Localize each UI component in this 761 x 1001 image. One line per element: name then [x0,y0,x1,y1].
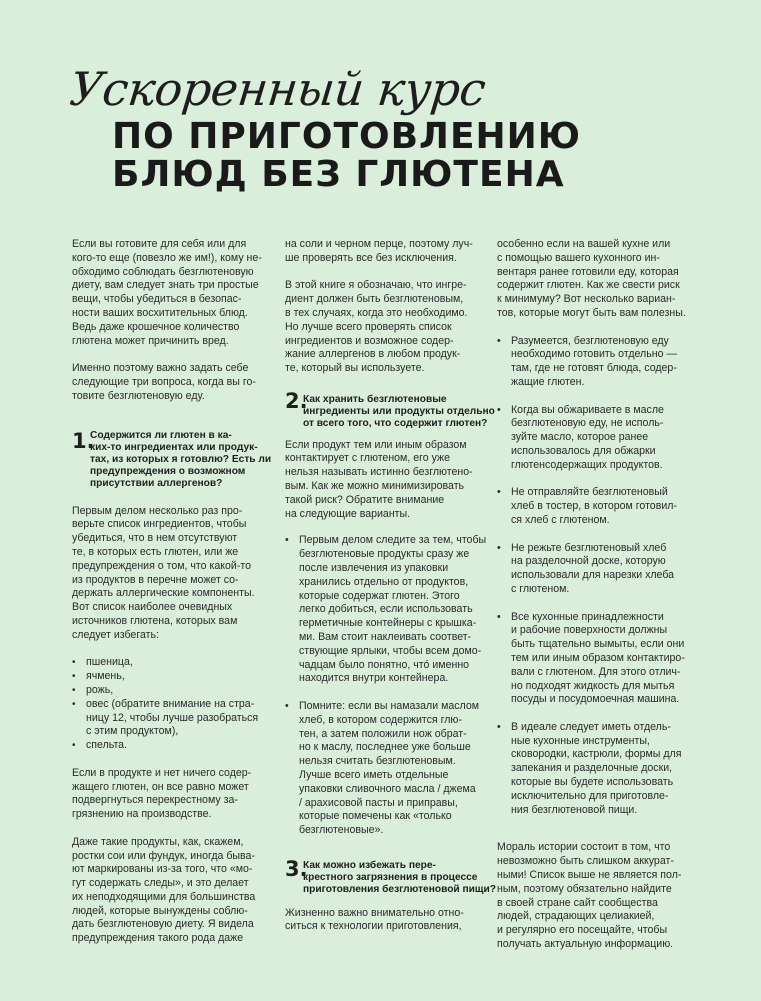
text-line: В идеале следует иметь отдель- [511,720,671,733]
text-line: глютенсодержащих продуктов. [511,458,663,471]
text-line: Даже такие продукты, как, скажем, [72,835,244,848]
paragraph [72,505,262,643]
text-line: диент должен быть безглютеновым, [285,293,464,306]
text-line: Мораль истории состоит в том, что [497,841,671,854]
text-line: Как хранить безглютеновые [303,393,447,405]
text-line: вали с глютеном. Для этого отлич- [511,665,681,678]
text-line: но подходят жидкость для мытья [511,679,675,692]
text-line: которые вы будете использовать [511,776,674,789]
text-line: на следующие варианты. [285,507,411,520]
text-line: ности ваших восхитительных блюд. [72,306,248,319]
storage-tips-list [285,534,487,838]
bullet-icon: • [72,671,76,683]
text-line: вентаря ранее готовили еду, которая [497,265,679,278]
text-line: получать актуальную информацию. [497,938,674,951]
text-line: ют маркированы из-за того, что «мо- [72,863,253,876]
text-line: вым. Как же можно минимизировать [285,479,465,492]
text-line: после извлечения из упаковки [299,561,449,574]
paragraph [285,238,481,266]
paragraph [72,767,262,822]
text-line: людей, которые вынуждены соблю- [72,904,248,917]
text-line: герметичные контейнеры с крышка- [299,617,477,630]
text-line: с помощью вашего кухонного ин- [497,251,660,264]
bullet-icon: • [497,403,501,416]
text-line: обходимо соблюдать безглютеновую [72,265,254,278]
text-line: / арахисовой пасты и приправы, [299,796,458,809]
question-text [90,430,271,491]
text-line: на соли и черном перце, поэтому луч- [285,238,473,250]
bullet-item-text [511,542,687,597]
text-line: которые содержат глютен. Этого [299,589,460,602]
bullet-item [497,404,687,473]
paragraph [285,279,481,376]
text-line: ситься к технологии приготовления, [285,920,462,933]
cooking-tips-list [497,335,687,818]
column-2 [285,238,497,934]
paragraph [72,238,262,348]
column-3 [497,238,687,952]
bullet-item [285,700,481,838]
bullet-item [497,486,687,527]
text-line: безглютеновые». [299,824,384,837]
text-line: которые помечены как «только [299,810,452,823]
bullet-icon: • [72,740,76,752]
text-line: источников глютена, которых вам [72,614,238,627]
text-line: грязнению на производстве. [72,808,212,821]
text-line: пшеница, [86,656,133,669]
text-line: содержит глютен. Как же свести риск [497,279,680,292]
text-line: от всего того, что содержит глютен? [303,418,488,430]
bullet-icon: • [285,699,289,712]
paragraph [72,362,262,403]
bullet-item-text [299,534,486,686]
text-line: крестного загрязнения в процессе [303,872,478,884]
text-line: Именно поэтому важно задать себе [72,362,249,375]
bullet-icon: • [72,684,76,696]
text-line: Если в продукте и нет ничего содер- [72,766,252,779]
list-item-text [86,670,262,684]
bullet-item-text [299,700,481,838]
gluten-source-list [72,656,262,753]
text-line: из продуктов в перечне может со- [72,573,239,586]
bullet-icon: • [72,657,76,669]
text-line: упаковки сливочного масла / джема [299,782,476,795]
text-line: людей, страдающих целиакией, [497,910,655,923]
text-line: ния безглютеновой пищи. [511,803,638,816]
text-line: гут содержать следы», и это делает [72,877,249,890]
text-line: ми. Вам стоит наклеивать соответ- [299,630,472,643]
question-text [303,860,496,897]
text-line: дать безглютеновую диету. Я видела [72,918,254,931]
list-item-text [86,656,262,670]
text-line: Если вы готовите для себя или для [72,238,247,250]
text-line: Не режьте безглютеновый хлеб [511,541,667,554]
main-title [112,118,581,194]
text-line: ными! Список выше не является пол- [497,869,682,882]
text-line: Содержится ли глютен в ка- [90,429,232,441]
text-line: ницу 12, чтобы лучше разобраться [86,711,259,724]
text-line: исключительно для приготовле- [511,789,669,802]
text-line: держать аллергические компоненты. [72,587,255,600]
text-line: Лучше всего иметь отдельные [299,768,449,781]
text-line: Жизненно важно внимательно отно- [285,906,464,919]
text-line: подвергнуться перекрестному за- [72,794,238,807]
question-1 [72,428,272,491]
text-line: необходимо готовить отдельно — [511,348,678,361]
main-title-line: БЛЮД БЕЗ ГЛЮТЕНА [112,154,565,195]
text-line: нельзя называть истинно безглютено- [285,466,473,479]
text-line: такой риск? Обратите внимание [285,493,445,506]
text-line: на разделочной доске, которую [511,555,666,568]
text-line: ростки сои или фундук, иногда быва- [72,849,255,862]
bullet-item [497,611,687,708]
bullet-icon: • [497,610,501,623]
script-title: Ускоренный курс [67,62,488,116]
bullet-icon: • [72,698,76,710]
text-line: тем или иным образом контактиро- [511,651,685,664]
text-line: хлеб, в котором содержится глю- [299,713,462,726]
text-line: предупреждения о том, что какой-то [72,559,251,572]
question-3 [285,856,497,897]
text-line: Но лучше всего проверять список [285,320,452,333]
text-line: Все кухонные принадлежности [511,610,664,623]
text-line: Не отправляйте безглютеновый [511,486,668,499]
text-line: те, в которых есть глютен, или же [72,545,239,558]
text-line: запекания и разделочные доски, [511,762,673,775]
bullet-icon: • [497,541,501,554]
text-line: ячмень, [86,670,125,683]
bullet-item [285,534,487,686]
text-line: Помните: если вы намазали маслом [299,699,480,712]
text-line: чадцам было понятно, что́ именно [299,658,470,671]
text-line: жащие глютен. [511,375,585,388]
text-line: хлеб в тостер, в котором готовил- [511,500,677,513]
question-number: 3. [285,856,308,881]
text-line: безглютеновую еду, не исполь- [511,417,664,430]
paragraph [72,836,262,946]
bullet-item [497,721,687,818]
text-line: находится внутри контейнера. [299,672,449,685]
text-line: ся хлеб с глютеном. [511,513,610,526]
text-line: ствующие ярлыки, чтобы всем домо- [299,644,482,657]
text-line: Первым делом несколько раз про- [72,504,243,517]
text-line: легко добиться, если использовать [299,603,473,616]
paragraph [497,841,687,951]
text-line: приготовления безглютеновой пищи? [303,884,497,896]
bullet-icon: • [497,486,501,499]
bullet-item-text [511,611,687,708]
text-line: верьте список ингредиентов, чтобы [72,518,247,531]
list-item-text [86,739,262,753]
text-line: глютена может причинить вред. [72,334,229,347]
text-line: кого-то еще (повезло же им!), кому не- [72,251,262,264]
text-line: Когда вы обжариваете в масле [511,403,664,416]
text-line: быть тщательно вымыты, если они [511,638,685,651]
text-line: использовалось для обжарки [511,444,656,457]
text-line: тен, а затем положили нож обрат- [299,727,467,740]
text-line: овес (обратите внимание на стра- [86,697,255,710]
text-line: Вот список наиболее очевидных [72,601,233,614]
text-line: тов, которые могут быть вам полезны. [497,306,686,319]
text-line: следующие три вопроса, когда вы го- [72,375,256,388]
text-line: Разумеется, безглютеновую еду [511,334,669,347]
text-line: спельта. [86,739,128,752]
text-line: использовали для нарезки хлеба [511,569,675,582]
text-line: вещи, чтобы убедиться в безопас- [72,293,242,306]
text-line: сковородки, кастрюли, формы для [511,748,682,761]
bullet-item-text [511,404,687,473]
text-line: в тех случаях, когда это необходимо. [285,306,468,319]
text-line: ингредиентов и возможное содер- [285,334,454,347]
paragraph [497,238,687,321]
list-item-text [86,698,262,739]
text-line: Ведь даже крошечное количество [72,320,240,333]
question-text [303,394,495,431]
text-line: тах, из которых я готовлю? Есть ли [90,453,272,465]
text-line: те, который вы используете. [285,362,425,375]
text-line: там, где не готовят блюда, содер- [511,362,677,375]
main-title-line: ПО ПРИГОТОВЛЕНИЮ [112,116,582,157]
text-line: с этим продуктом), [86,725,179,738]
bullet-icon: • [285,534,289,547]
text-line: рожь, [86,683,114,696]
text-line: присутствии аллергенов? [90,478,223,490]
text-line: жащего глютен, он все равно может [72,780,249,793]
list-item [72,684,262,698]
list-item [72,656,262,670]
text-line: с глютеном. [511,582,570,595]
text-line: Первым делом следите за тем, чтобы [299,534,487,547]
text-line: контактирует с глютеном, его уже [285,452,450,465]
text-line: ше проверять все без исключения. [285,251,457,264]
list-item [72,670,262,684]
text-line: особенно если на вашей кухне или [497,238,671,250]
bullet-icon: • [497,720,501,733]
text-line: убедиться, что в нем отсутствуют [72,532,238,545]
text-line: Как можно избежать пере- [303,859,436,871]
text-line: предупреждения такого рода даже [72,932,244,945]
paragraph [285,907,481,935]
bullet-item-text [511,721,687,818]
text-line: ные кухонные инструменты, [511,734,650,747]
text-line: ингредиенты или продукты отдельно [303,406,495,418]
bullet-icon: • [497,334,501,347]
text-line: следует избегать: [72,628,159,641]
text-line: к минимуму? Вот несколько вариан- [497,293,676,306]
bullet-item-text [511,335,687,390]
bullet-item [497,542,687,597]
text-line: жание аллергенов в любом продук- [285,348,461,361]
text-line: ких-то ингредиентах или продук- [90,441,258,453]
text-line: товите безглютеновую еду. [72,389,205,402]
text-line: зуйте масло, которое ранее [511,431,649,444]
text-line: и регулярно его посещайте, чтобы [497,924,668,937]
text-line: и рабочие поверхности должны [511,624,668,637]
list-item [72,698,262,739]
list-item-text [86,684,262,698]
bullet-item-text [511,486,687,527]
text-line: диету, вам следует знать три простые [72,279,259,292]
text-line: их неподходящими для большинства [72,890,256,903]
text-line: предупреждения о возможном [90,466,246,478]
bullet-item [497,335,687,390]
question-number: 1. [72,428,95,453]
text-line: но к маслу, последнее уже больше [299,741,471,754]
question-number: 2. [285,388,308,413]
text-line: Если продукт тем или иным образом [285,438,467,451]
text-line: невозможно быть слишком аккурат- [497,855,674,868]
text-line: в своей стране сайт сообщества [497,896,658,909]
column-1 [72,238,272,946]
question-2 [285,388,495,431]
text-line: В этой книге я обозначаю, что ингре- [285,279,467,292]
text-line: ным, поэтому обязательно найдите [497,882,672,895]
text-line: нельзя считать безглютеновым. [299,755,456,768]
text-line: хранились отдельно от продуктов, [299,575,469,588]
paragraph [285,439,481,522]
text-line: безглютеновые продукты сразу же [299,548,470,561]
text-line: посуды и посудомоечная машина. [511,693,680,706]
list-item [72,739,262,753]
